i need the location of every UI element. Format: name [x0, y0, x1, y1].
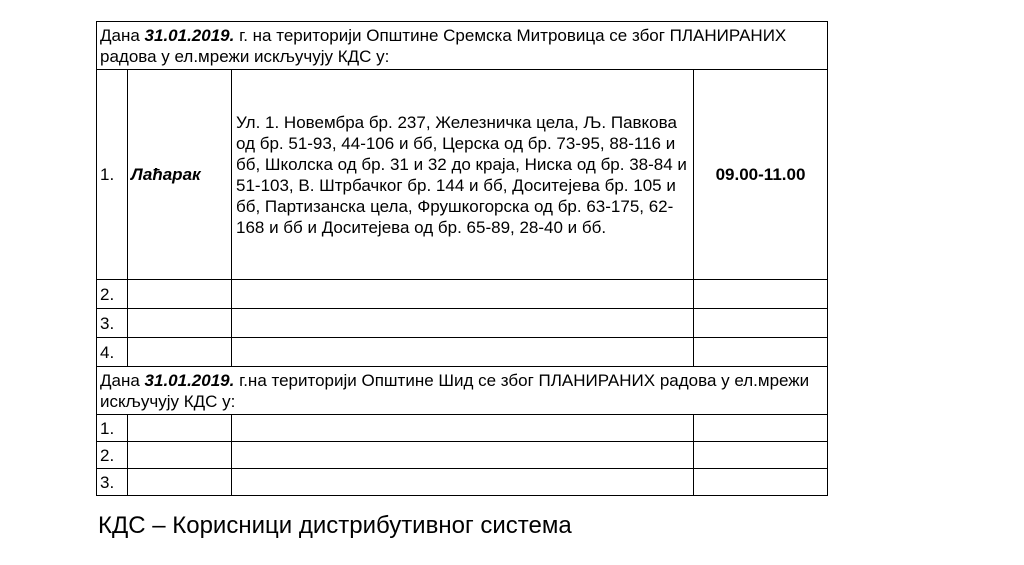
row-number: 3.: [97, 309, 128, 338]
outage-schedule-table: [96, 21, 828, 496]
table-row: [97, 338, 828, 367]
section2-date: 31.01.2019.: [144, 371, 235, 390]
row-number: 2.: [97, 280, 128, 309]
table-row: [97, 280, 828, 309]
time-cell: [694, 338, 828, 367]
table-row: [97, 309, 828, 338]
place-cell: [128, 338, 232, 367]
address-cell: [232, 338, 694, 367]
time-cell: [694, 442, 828, 469]
section2-header: [97, 367, 828, 415]
place-cell: [128, 280, 232, 309]
section2-header-prefix: Дана: [100, 371, 145, 390]
address-cell: [232, 309, 694, 338]
place-cell: [128, 415, 232, 442]
address-cell: [232, 469, 694, 496]
row-number: 1.: [97, 70, 128, 280]
section2-header-row: [97, 367, 828, 415]
section1-header: [97, 22, 828, 70]
row-number: 1.: [97, 415, 128, 442]
place-cell: [128, 469, 232, 496]
place-name: Лаћарак: [128, 70, 232, 280]
row-number: 3.: [97, 469, 128, 496]
table-row: [97, 442, 828, 469]
place-cell: [128, 442, 232, 469]
address-list: Ул. 1. Новембра бр. 237, Железничка цела, Љ. Павкова од бр. 51-93, 44-106 и бб, Церска од бр. 73-95, 88-116 и бб, Школска од бр. 31 и 32 до краја, Ниска од бр. 38-84 и 51-103, В. Штрбачког бр. 144 и бб, Доситејева бр. 105 и бб, Партизанска цела, Фрушкогорска од бр. 63-175, 62-168 и бб и Доситејева од бр. 65-89, 28-40 и бб.: [232, 70, 694, 280]
place-cell: [128, 309, 232, 338]
address-cell: [232, 280, 694, 309]
section1-header-prefix: Дана: [100, 26, 145, 45]
address-cell: [232, 415, 694, 442]
section1-header-text: г. на територији Општине Сремска Митровица се због ПЛАНИРАНИХ радова у ел.мрежи искључују КДС у:: [100, 26, 787, 66]
row-number: 2.: [97, 442, 128, 469]
section2-header-text: г.на територији Општине Шид се због ПЛАНИРАНИХ радова у ел.мрежи искључују КДС у:: [100, 371, 810, 411]
section1-date: 31.01.2019.: [144, 26, 235, 45]
address-cell: [232, 442, 694, 469]
row-number: 4.: [97, 338, 128, 367]
table-row: [97, 415, 828, 442]
time-cell: [694, 280, 828, 309]
time-cell: [694, 469, 828, 496]
table-row: [97, 469, 828, 496]
section1-header-row: [97, 22, 828, 70]
footnote-legend: КДС – Корисници дистрибутивног система: [98, 512, 572, 539]
time-cell: [694, 309, 828, 338]
time-range: 09.00-11.00: [694, 70, 828, 280]
table-row: [97, 70, 828, 280]
time-cell: [694, 415, 828, 442]
